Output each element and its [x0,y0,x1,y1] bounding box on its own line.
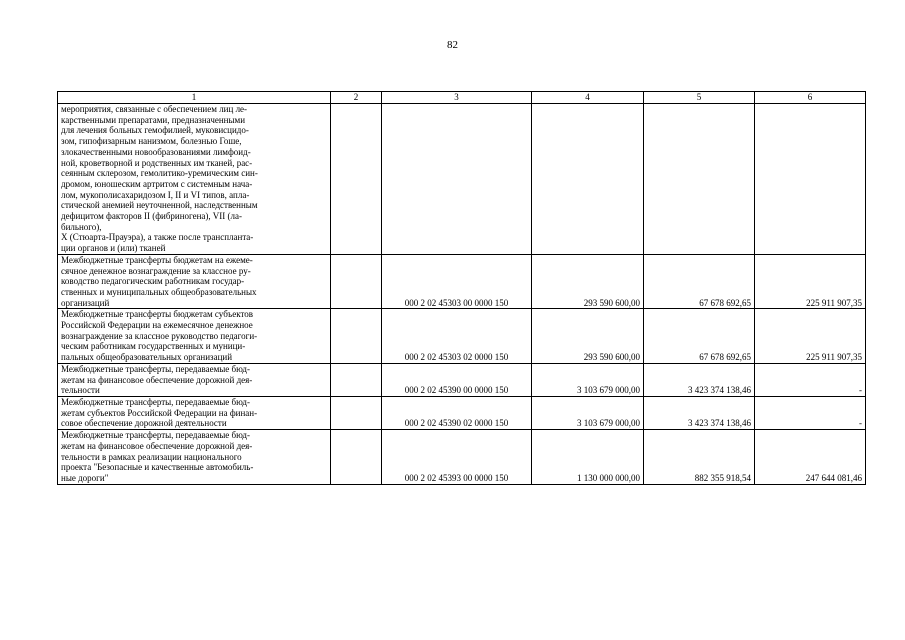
table-row [58,430,866,485]
description-line: бильного), [61,221,102,232]
column-header: 2 [331,92,382,104]
description-line: ческим работникам государственных и муници- [61,341,246,352]
executed-amount: 882 355 918,54 [644,430,755,485]
approved-amount: 3 103 679 000,00 [532,363,644,396]
table-row [58,363,866,396]
remaining-amount: 225 911 907,35 [755,309,866,364]
table-row [58,254,866,309]
description-line: ственных и муниципальных общеобразовательных [61,286,257,297]
column-2-cell [331,363,382,396]
row-description [58,254,331,309]
description-line: организаций [61,297,110,308]
description-line: тельности [61,385,100,396]
table-row [58,104,866,255]
description-line: для лечения больных гемофилией, муковисцидо- [61,125,249,136]
description-line: зом, гипофизарным нанизмом, болезнью Гоше, [61,136,242,147]
description-line: Межбюджетные трансферты бюджетам субъектов [61,309,254,320]
description-line: Межбюджетные трансферты, передаваемые бюд- [61,363,250,374]
description-line: сячное денежное вознаграждение за классное ру- [61,265,251,276]
description-line: дефицитом факторов II (фибриногена), VII (ла- [61,211,242,222]
budget-code: 000 2 02 45393 00 0000 150 [382,430,532,485]
column-header: 4 [532,92,644,104]
budget-code [382,104,532,255]
description-line: сеянным склерозом, гемолитико-уремическим син- [61,168,258,179]
page-number: 82 [447,39,458,51]
description-line: мероприятия, связанные с обеспечением лиц ле- [61,104,248,114]
remaining-amount [755,104,866,255]
remaining-amount: 225 911 907,35 [755,254,866,309]
row-description [58,363,331,396]
description-line: Российской Федерации на ежемесячное денежное [61,320,253,331]
executed-amount: 3 423 374 138,46 [644,396,755,429]
column-2-cell [331,309,382,364]
description-line: ные дороги" [61,472,109,483]
description-line: жетам на финансовое обеспечение дорожной дея- [61,440,253,451]
description-line: злокачественными новообразованиями лимфоид- [61,146,251,157]
description-line: Межбюджетные трансферты бюджетам на ежеме- [61,254,253,265]
budget-code: 000 2 02 45303 00 0000 150 [382,254,532,309]
description-line: ции органов и (или) тканей [61,243,166,254]
budget-code: 000 2 02 45390 02 0000 150 [382,396,532,429]
description-line: ной, кроветворной и родственных им тканей, рас- [61,157,253,168]
remaining-amount: - [755,396,866,429]
column-2-cell [331,104,382,255]
column-number-row [58,92,866,104]
column-header: 6 [755,92,866,104]
remaining-amount: 247 644 081,46 [755,430,866,485]
description-line: жетам субъектов Российской Федерации на финан- [61,407,258,418]
description-line: тельности в рамках реализации национального [61,451,242,462]
row-description [58,396,331,429]
executed-amount: 3 423 374 138,46 [644,363,755,396]
budget-code: 000 2 02 45390 00 0000 150 [382,363,532,396]
row-description [58,104,331,255]
column-2-cell [331,430,382,485]
description-line: совое обеспечение дорожной деятельности [61,418,227,429]
column-header: 5 [644,92,755,104]
description-line: лом, мукополисахаридозом I, II и VI типов, апла- [61,189,250,200]
description-line: Межбюджетные трансферты, передаваемые бюд- [61,396,250,407]
description-line: стической анемией неуточненной, наследственным [61,200,258,211]
description-line: карственными препаратами, предназначенными [61,114,246,125]
approved-amount: 3 103 679 000,00 [532,396,644,429]
table-row [58,309,866,364]
description-line: жетам на финансовое обеспечение дорожной дея- [61,374,253,385]
description-line: дромом, юношеским артритом с системным нача- [61,178,253,189]
description-line: ководство педагогическим работникам государ- [61,276,245,287]
approved-amount: 293 590 600,00 [532,254,644,309]
description-line: X (Стюарта-Прауэра), а также после трансплантa- [61,232,254,243]
approved-amount: 293 590 600,00 [532,309,644,364]
approved-amount: 1 130 000 000,00 [532,430,644,485]
description-line: Межбюджетные трансферты, передаваемые бюд- [61,430,250,441]
executed-amount: 67 678 692,65 [644,309,755,364]
executed-amount [644,104,755,255]
description-line: проекта "Безопасные и качественные автомобиль- [61,462,254,473]
row-description [58,309,331,364]
column-2-cell [331,396,382,429]
description-line: пальных общеобразовательных организаций [61,352,233,363]
column-2-cell [331,254,382,309]
column-header: 3 [382,92,532,104]
row-description [58,430,331,485]
budget-code: 000 2 02 45303 02 0000 150 [382,309,532,364]
column-header: 1 [58,92,331,104]
remaining-amount: - [755,363,866,396]
table-row [58,396,866,429]
approved-amount [532,104,644,255]
budget-table [57,91,866,485]
executed-amount: 67 678 692,65 [644,254,755,309]
description-line: вознаграждение за классное руководство педагоги- [61,330,258,341]
